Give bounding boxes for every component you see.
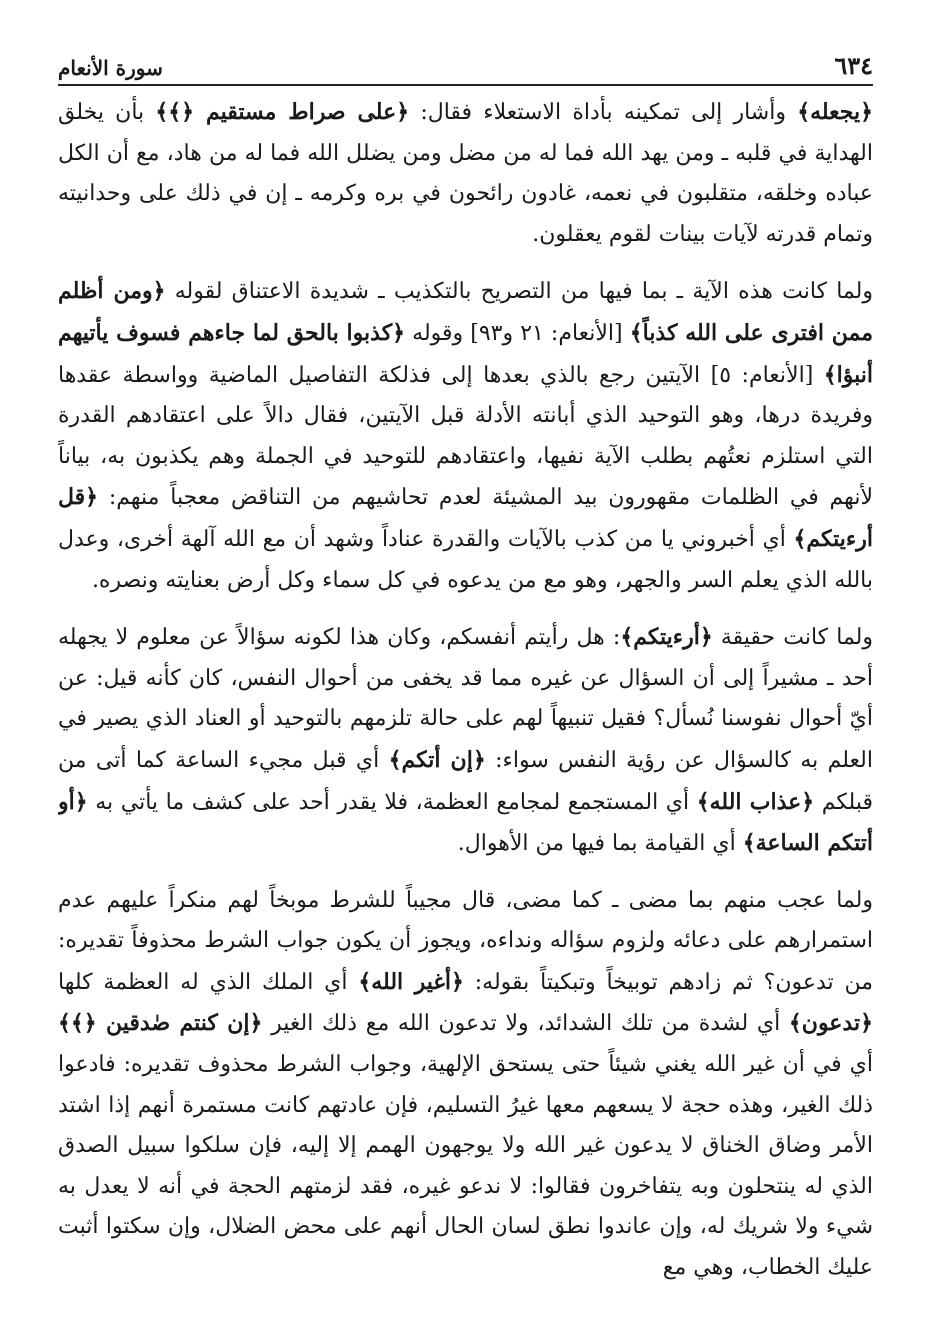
quran-quote: ﴿تدعون﴾ xyxy=(788,1010,873,1037)
body-text xyxy=(58,92,873,1304)
text-run: بأن يخلق الهداية في قلبه ـ ومن يهد الله فما له من مضل ومن يضلل الله فما له من هاد، مع أن الكل عباده وخلقه، متقلبون في نعمه، غادون رائحون في بره وكرمه ـ إن في ذلك على وحدانيته وتمام قدرته لآيات بينات لقوم يعقلون. xyxy=(58,100,873,247)
quran-quote: ﴿أغير الله﴾ xyxy=(358,968,464,995)
quran-quote: ﴿يجعله﴾ xyxy=(797,99,873,125)
quran-quote: ﴿إن أتكم﴾ xyxy=(388,746,486,773)
text-run: أي أخبروني يا من كذب بالآيات والقدرة عناداً وشهد أن مع الله آلهة أخرى، وعدل بالله الذي يعلم السر والجهر، وهو مع من يدعوه في كل سماء وكل أرض بعنايته ونصره. xyxy=(58,526,873,593)
text-run: [الأنعام: ٥] الآيتين رجع بالذي بعدها إلى فذلكة التفاصيل الماضية وواسطة عقدها وفريدة درها، وهو التوحيد الذي أبانته الأدلة قبل الآيتين، فقال دالاً على اعتقادهم القدرة التي استلزم نعتُهم بطلب الآية نفيها، واعتقادهم للتوحيد في الجملة وهم يكذبون به، بياناً لأنهم في الظلمات مقهورون بيد المشيئة لعدم تحاشيهم من التناقض معجباً منهم: xyxy=(58,362,873,511)
quran-quote: ﴿إن كنتم صٰدقين ﴿﴾﴾ xyxy=(58,1010,263,1037)
paragraph xyxy=(58,92,873,255)
text-run: أي في أن غير الله يغني شيئاً حتى يستحق الإلهية، وجواب الشرط محذوف تقديره: فادعوا ذلك الغير، وهذه حجة لا يسعهم معها غيرُ التسليم، فإن عادتهم كانت مستمرة أنهم إذا اشتد الأمر وضاق الخناق لا يدعون غير الله ولا يوجهون الهمم إلا إليه، فإن سلكوا سبيل الصدق الذي له ينتحلون وبه يتفاخرون فقالوا: لا ندعو غيره، فقد لزمتهم الحجة في أنه لا يعدل به شيء ولا شريك له، وإن عاندوا نطق لسان الحال أنهم على محض الضلال، وإن سكتوا أثبت عليك الخطاب، وهي مع xyxy=(58,1052,873,1281)
page-number: ٦٣٤ xyxy=(834,51,873,80)
running-header xyxy=(58,40,873,86)
text-run: وأشار إلى تمكينه بأداة الاستعلاء فقال: xyxy=(409,100,798,125)
quran-quote: ﴿على صراط مستقيم ﴿﴾﴾ xyxy=(155,99,410,125)
text-run: [الأنعام: ٢١ و٩٣] وقوله xyxy=(405,320,630,346)
quran-quote: ﴿ومن أظلم ممن افترى على الله كذباً﴾ xyxy=(58,278,873,346)
text-run: ولما عجب منهم بما مضى ـ كما مضى، قال مجيباً للشرط موبخاً لهم منكراً عليهم عدم استمرارهم على دعائه ولزوم سؤاله ونداءه، ويجوز أن يكون جواب الشرط محذوفاً تقديره: من تدعون؟ ثم زادهم توبيخاً وتبكيتاً بقوله: xyxy=(58,887,873,995)
text-run: أي الملك الذي له العظمة كلها xyxy=(58,969,359,995)
quran-quote: ﴿أرءيتكم﴾ xyxy=(620,624,713,651)
text-run: ولما كانت حقيقة xyxy=(712,625,873,651)
quran-quote: ﴿أو أتتكم الساعة﴾ xyxy=(58,788,873,857)
quran-quote: ﴿كذبوا بالحق لما جاءهم فسوف يأتيهم أنبؤا﴾ xyxy=(58,319,873,388)
text-run: أي قبل مجيء الساعة كما أتى من قبلكم xyxy=(58,747,873,815)
paragraph xyxy=(58,617,873,865)
text-run: ولما كانت هذه الآية ـ بما فيها من التصريح بالتكذيب ـ شديدة الاعتناق لقوله xyxy=(165,279,873,305)
text-run: أي لشدة من تلك الشدائد، ولا تدعون الله مع ذلك الغير xyxy=(262,1011,789,1037)
text-run: أي القيامة بما فيها من الأهوال. xyxy=(457,831,743,857)
quran-quote: ﴿قل أرءيتكم﴾ xyxy=(58,484,873,552)
paragraph xyxy=(58,881,873,1289)
paragraph xyxy=(58,271,873,601)
surah-title: سورة الأنعام xyxy=(58,56,163,80)
text-run: : هل رأيتم أنفسكم، وكان هذا لكونه سؤالاً عن معلوم لا يجهله أحد ـ مشيراً إلى أن السؤال عن غيره مما قد يخفى من أحوال النفس، كان كأنه قيل: عن أيّ أحوال نفوسنا نُسأل؟ فقيل تنبيهاً لهم على حالة تلزمهم بالتوحيد أو العناد الذي يصير في العلم به كالسؤال عن رؤية النفس سواء: xyxy=(58,625,873,773)
text-run: أي المستجمع لمجامع العظمة، فلا يقدر أحد على كشف ما يأتي به xyxy=(87,789,697,815)
quran-quote: ﴿عذاب الله﴾ xyxy=(696,788,815,815)
